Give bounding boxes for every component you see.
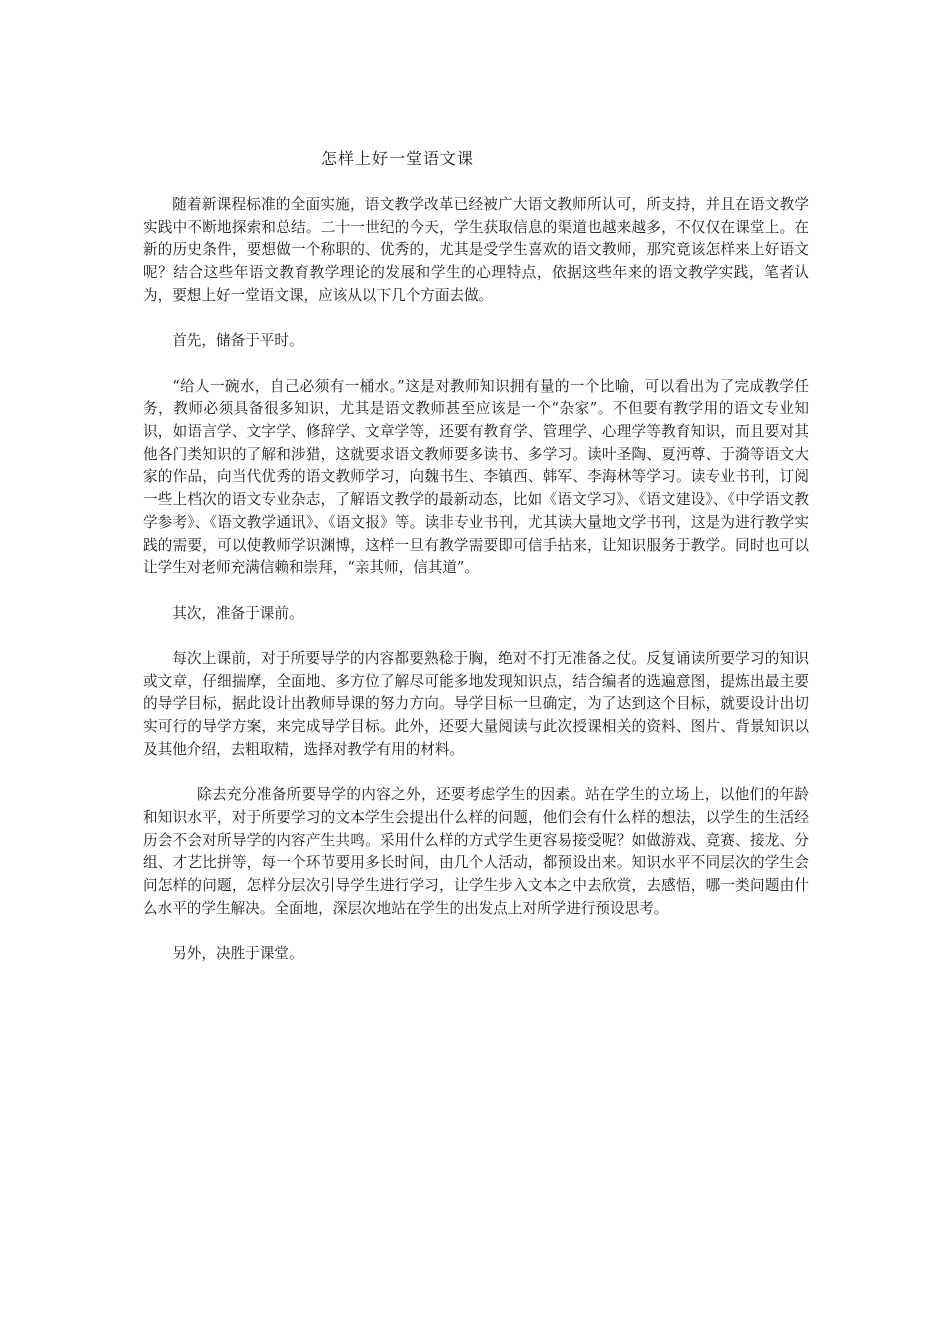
paragraph-intro: 随着新课程标准的全面实施，语文教学改革已经被广大语文教师所认可，所支持，并且在语文教学实践中不断地探索和总结。二十一世纪的今天，学生获取信息的渠道也越来越多，不仅仅在课堂上。在新的历史条件，要想做一个称职的、优秀的，尤其是受学生喜欢的语文教师，那究竟该怎样来上好语文呢？结合这些年语文教育教学理论的发展和学生的心理特点，依据这些年来的语文教学实践，笔者认为，要想上好一堂语文课，应该从以下几个方面去做。 (143, 196, 809, 304)
paragraph-knowledge-reserve: “给人一碗水，自己必须有一桶水。”这是对教师知识拥有量的一个比喻，可以看出为了完成教学任务，教师必须具备很多知识，尤其是语文教师甚至应该是一个“杂家”。不但要有教学用的语文专业知识，如语言学、文字学、修辞学、文章学等，还要有教育学、管理学、心理学等教育知识，而且要对其他各门类知识的了解和涉猎，这就要求语文教师要多读书、多学习。读叶圣陶、夏沔尊、于漪等语文大家的作品，向当代优秀的语文教师学习，向魏书生、李镇西、韩军、李海林等学习。读专业书刊，订阅一些上档次的语文专业杂志，了解语文教学的最新动态，比如《语文学习》、《语文建设》、《中学语文教学参考》、《语文教学通讯》、《语文报》等。读非专业书刊，尤其读大量地文学书刊，这是为进行教学实践的需要，可以使教师学识渊博，这样一旦有教学需要即可信手拈来，让知识服务于教学。同时也可以让学生对老师充满信赖和崇拜，“亲其师，信其道”。 (143, 377, 809, 577)
paragraph-student-factors: 除去充分准备所要导学的内容之外，还要考虑学生的因素。站在学生的立场上，以他们的年龄和知识水平，对于所要学习的文本学生会提出什么样的问题，他们会有什么样的想法，以学生的生活经历会不会对所导学的内容产生共鸣。采用什么样的方式学生更容易接受呢？如做游戏、竞赛、接龙、分组、才艺比拼等，每一个环节要用多长时间，由几个人活动，都预设出来。知识水平不同层次的学生会问怎样的问题，怎样分层次引导学生进行学习，让学生步入文本之中去欣赏，去感悟，哪一类问题由什么水平的学生解决。全面地，深层次地站在学生的出发点上对所学进行预设思考。 (143, 786, 809, 917)
document-page (143, 148, 809, 989)
paragraph-lesson-preparation: 每次上课前，对于所要导学的内容都要熟稔于胸，绝对不打无准备之仗。反复诵读所要学习的知识或文章，仔细揣摩，全面地、多方位了解尽可能多地发现知识点，结合编者的选遍意图，提炼出最主要的导学目标，据此设计出教师导课的努力方向。导学目标一旦确定，为了达到这个目标，就要设计出切实可行的导学方案，来完成导学目标。此外，还要大量阅读与此次授课相关的资料、图片、背景知识以及其他介绍，去粗取精，选择对教学有用的材料。 (143, 650, 809, 758)
heading-first-point: 首先，储备于平时。 (172, 332, 304, 350)
heading-second-point: 其次，准备于课前。 (172, 604, 304, 622)
document-title: 怎样上好一堂语文课 (321, 149, 475, 168)
heading-third-point: 另外，决胜于课堂。 (172, 945, 304, 963)
